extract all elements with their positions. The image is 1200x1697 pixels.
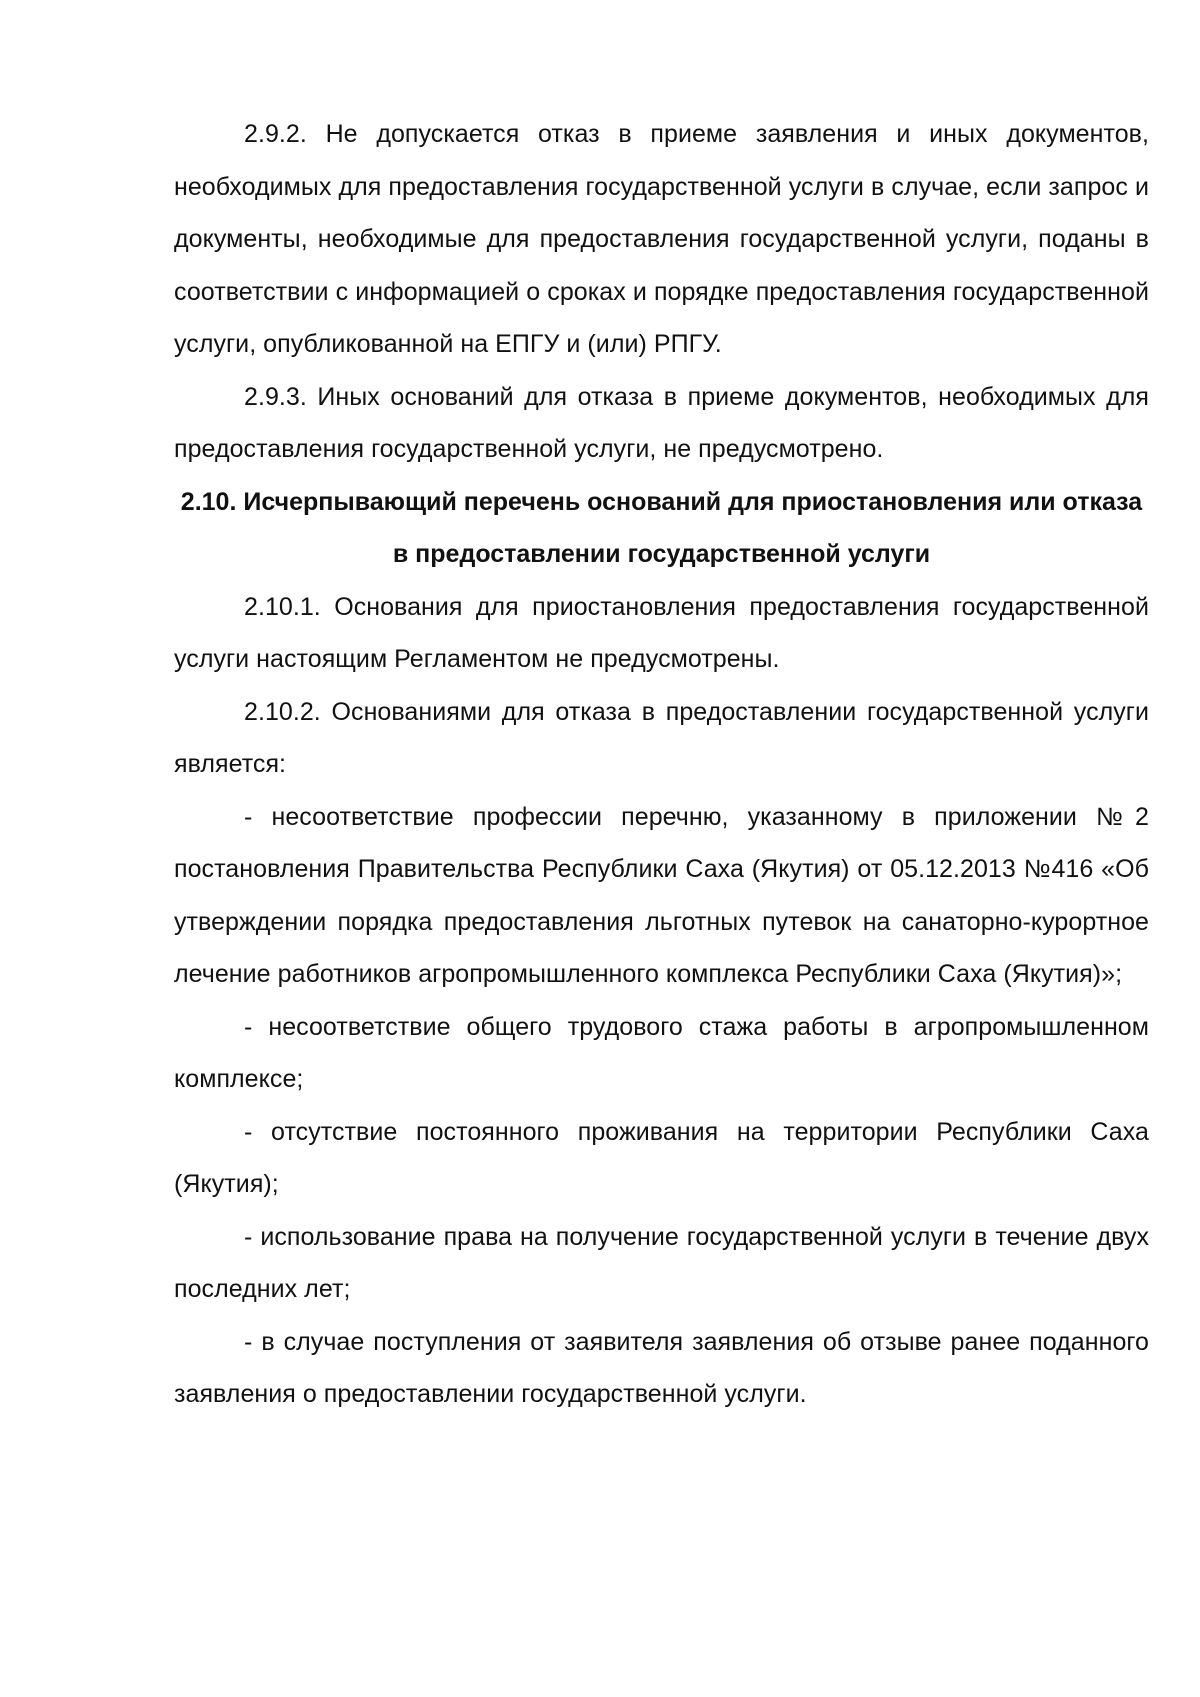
list-item-withdrawal: - в случае поступления от заявителя заявления об отзыве ранее поданного заявления о предоставлении государственной услуги. (174, 1327, 1149, 1408)
paragraph-2-9-3: 2.9.3. Иных оснований для отказа в приеме документов, необходимых для предоставления государственной услуги, не предусмотрено. (174, 382, 1149, 463)
list-item-residence: - отсутствие постоянного проживания на территории Республики Саха (Якутия); (174, 1117, 1149, 1198)
section-heading-2-10: 2.10. Исчерпывающий перечень оснований для приостановления или отказа в предоставлении государственной услуги (180, 487, 1143, 568)
paragraph-2-10-2: 2.10.2. Основаниями для отказа в предоставлении государственной услуги является: (174, 697, 1149, 778)
paragraph-2-9-2: 2.9.2. Не допускается отказ в приеме заявления и иных документов, необходимых для предоставления государственной услуги в случае, если запрос и документы, необходимые для предоставления государственной услуги, поданы в соответствии с информацией о сроках и порядке предоставления государственной услуги, опубликованной на ЕПГУ и (или) РПГУ. (174, 120, 1149, 358)
paragraph-2-10-1: 2.10.1. Основания для приостановления предоставления государственной услуги настоящим Регламентом не предусмотрены. (174, 592, 1149, 673)
list-item-profession: - несоответствие профессии перечню, указанному в приложении №2 постановления Правительства Республики Саха (Якутия) от 05.12.2013 №416 «Об утверждении порядка предоставления льготных путевок на санаторно-курортное лечение работников агропромышленного комплекса Республики Саха (Якутия)»; (174, 802, 1149, 988)
list-item-work-experience: - несоответствие общего трудового стажа работы в агропромышленном комплексе; (174, 1012, 1149, 1093)
list-item-repeat-use: - использование права на получение государственной услуги в течение двух последних лет; (174, 1222, 1149, 1303)
document-body (174, 108, 1149, 1421)
